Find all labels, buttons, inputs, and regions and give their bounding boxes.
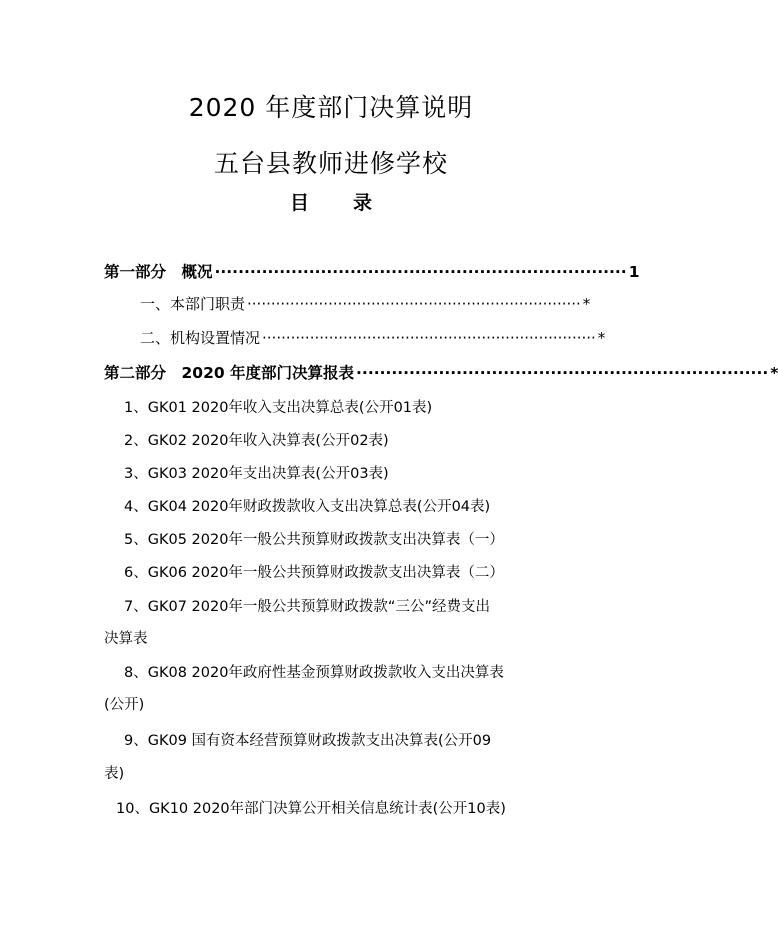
toc-leader: ······································································ bbox=[262, 329, 596, 347]
toc-table-entry-continuation: 决算表 bbox=[104, 631, 148, 647]
toc-table-entry-continuation: 表) bbox=[104, 766, 125, 782]
toc-table-entry[interactable]: 7、GK07 2020年一般公共预算财政拨款“三公”经费支出 bbox=[124, 599, 490, 615]
toc-table-entry[interactable]: 6、GK06 2020年一般公共预算财政拨款支出决算表（二） bbox=[124, 565, 504, 581]
toc-heading-char-2: 录 bbox=[353, 192, 373, 214]
toc-part-1-label: 第一部分 概况 bbox=[104, 263, 213, 281]
toc-item-label: 一、本部门职责 bbox=[140, 295, 246, 313]
toc-item[interactable] bbox=[140, 293, 591, 314]
toc-page-number: 1 bbox=[628, 263, 640, 281]
toc-table-entry[interactable]: 1、GK01 2020年收入支出决算总表(公开01表) bbox=[124, 400, 433, 416]
toc-part-2-label: 第二部分 2020 年度部门决算报表 bbox=[104, 364, 355, 382]
toc-table-entry-continuation: (公开) bbox=[104, 697, 145, 713]
toc-leader: ······································································ bbox=[247, 295, 581, 313]
toc-part-2[interactable] bbox=[104, 361, 778, 383]
toc-table-entry[interactable]: 9、GK09 国有资本经营预算财政拨款支出决算表(公开09 bbox=[124, 733, 492, 749]
toc-item[interactable] bbox=[140, 327, 606, 348]
toc-leader: ······································································ bbox=[356, 364, 769, 382]
toc-table-entry[interactable]: 8、GK08 2020年政府性基金预算财政拨款收入支出决算表 bbox=[124, 665, 504, 681]
toc-page-number: * bbox=[597, 329, 606, 347]
toc-leader: ······································································ bbox=[214, 263, 627, 281]
toc-item-label: 二、机构设置情况 bbox=[140, 329, 261, 347]
toc-heading-char-1: 目 bbox=[289, 192, 309, 214]
page-title: 2020 年度部门决算说明 bbox=[188, 93, 474, 122]
toc-table-entry[interactable]: 5、GK05 2020年一般公共预算财政拨款支出决算表（一） bbox=[124, 532, 504, 548]
toc-heading bbox=[0, 188, 662, 215]
toc-page-number: * bbox=[582, 295, 591, 313]
toc-table-entry[interactable]: 4、GK04 2020年财政拨款收入支出决算总表(公开04表) bbox=[124, 499, 491, 515]
toc-table-entry[interactable]: 3、GK03 2020年支出决算表(公开03表) bbox=[124, 466, 389, 482]
toc-page-number: * bbox=[770, 364, 778, 382]
organization-title: 五台县教师进修学校 bbox=[213, 149, 448, 178]
toc-table-entry[interactable]: 10、GK10 2020年部门决算公开相关信息统计表(公开10表) bbox=[116, 801, 506, 817]
toc-part-1[interactable] bbox=[104, 260, 640, 282]
toc-table-entry[interactable]: 2、GK02 2020年收入决算表(公开02表) bbox=[124, 433, 389, 449]
